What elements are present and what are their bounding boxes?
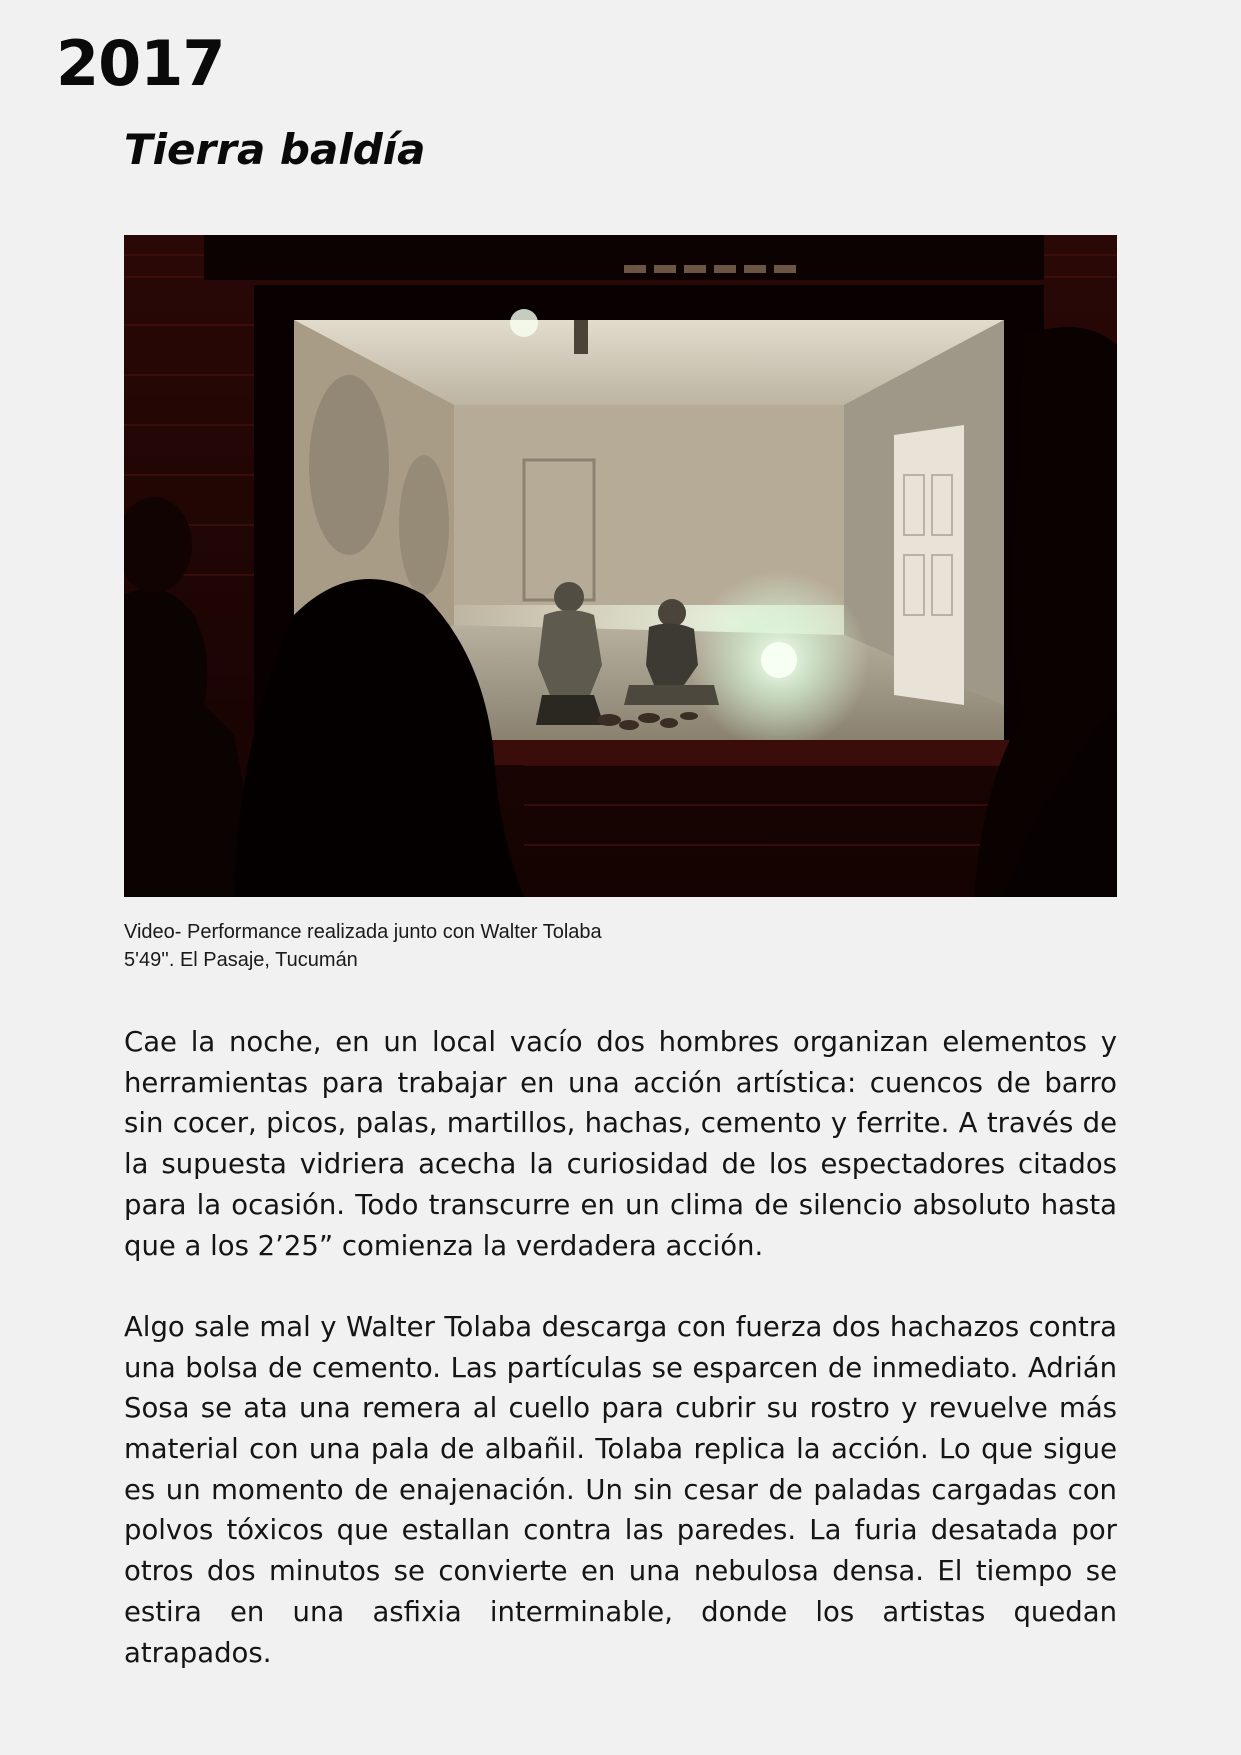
photo-illustration (124, 235, 1117, 897)
work-title: Tierra baldía (124, 125, 426, 174)
paragraph-1: Cae la noche, en un local vacío dos hombres organizan elementos y herramientas para trabajar en una acción artística: cuencos de barro sin cocer, picos, palas, martillos, hachas, cemento y ferrite. A través de la supuesta vidriera acecha la curiosidad de los espectadores citados para la ocasión. Todo transcurre en un clima de silencio absoluto hasta que a los 2’25” comienza la verdadera acción. (124, 1026, 1117, 1262)
year-heading: 2017 (56, 27, 225, 100)
body-text (124, 1022, 1117, 1714)
paragraph-2: Algo sale mal y Walter Tolaba descarga con fuerza dos hachazos contra una bolsa de cemento. Las partículas se esparcen de inmediato. Adrián Sosa se ata una remera al cuello para cubrir su rostro y revuelve más material con una pala de albañil. Tolaba replica la acción. Lo que sigue es un momento de enajenación. Un sin cesar de paladas cargadas con polvos tóxicos que estallan contra las paredes. La furia desatada por otros dos minutos se convierte en una nebulosa densa. El tiempo se estira en una asfixia interminable, donde los artistas quedan atrapados. (124, 1310, 1117, 1669)
caption-line-1: Video- Performance realizada junto con Walter Tolaba (124, 921, 602, 943)
caption-line-2: 5'49''. El Pasaje, Tucumán (124, 949, 358, 971)
image-caption (124, 918, 1117, 974)
performance-photo (124, 235, 1117, 897)
